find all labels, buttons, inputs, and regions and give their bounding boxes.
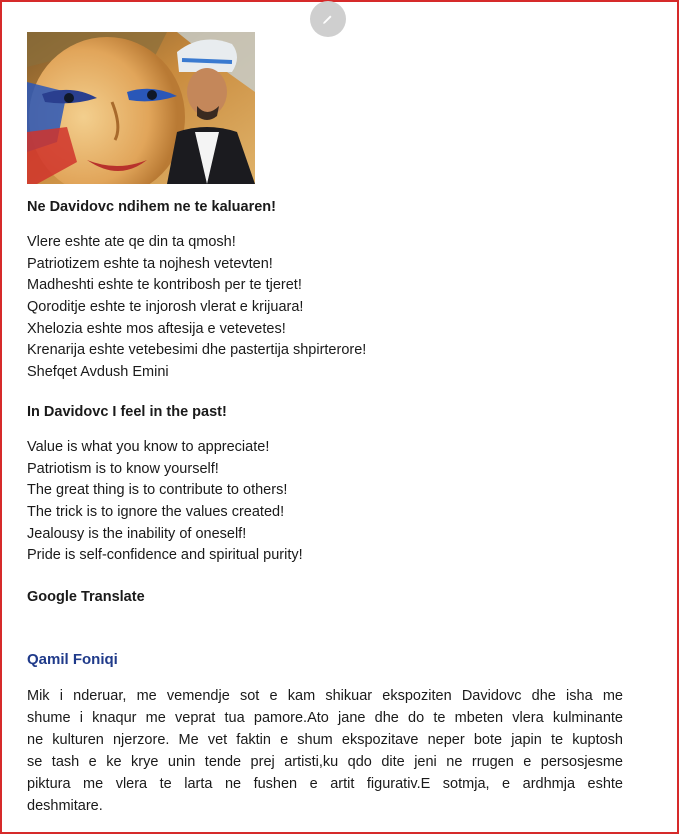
- comment-author[interactable]: Qamil Foniqi: [27, 650, 118, 668]
- poem-line: Vlere eshte ate qe din ta qmosh!: [27, 234, 236, 250]
- poem-line: Xhelozia eshte mos aftesija e vetevetes!: [27, 320, 286, 337]
- albanian-title: Ne Davidovc ndihem ne te kaluaren!: [27, 199, 276, 215]
- poem-line: Krenarija eshte vetebesimi dhe pastertija shpirterore!: [27, 342, 367, 359]
- poem-line: Pride is self-confidence and spiritual purity!: [27, 547, 303, 564]
- english-poem: [27, 437, 637, 567]
- poem-line: Qoroditje eshte te injorosh vlerat e krijuara!: [27, 299, 304, 316]
- pencil-icon: [321, 12, 335, 26]
- poem-line: Madheshti eshte te kontribosh per te tjeret!: [27, 277, 302, 294]
- article-content: [27, 196, 637, 817]
- comment-line: se tash e ke krye unin tende prej artisti,ku qdo dite jeni ne rrugen e persosjesme: [27, 753, 623, 770]
- comment-line: shume i knaqur me veprat tua pamore.Ato jane dhe do te mbeten vlera kulminante: [27, 709, 623, 726]
- poem-line: Patriotizem eshte ta nojhesh vetevten!: [27, 255, 273, 272]
- artwork-photo: [27, 32, 255, 184]
- comment-line: ne kulturen njerzore. Me vet faktin e shum ekspozitave neper bote japin te kuptosh: [27, 731, 623, 748]
- poem-signature: Shefqet Avdush Emini: [27, 364, 169, 381]
- poem-line: Value is what you know to appreciate!: [27, 438, 270, 455]
- edit-button[interactable]: [310, 1, 346, 37]
- google-translate-label: Google Translate: [27, 588, 145, 605]
- comment-line: deshmitare.: [27, 797, 103, 814]
- albanian-poem: [27, 232, 637, 384]
- english-title: In Davidovc I feel in the past!: [27, 403, 227, 420]
- poem-line: Jealousy is the inability of oneself!: [27, 525, 247, 542]
- poem-line: The trick is to ignore the values created!: [27, 503, 285, 520]
- poem-line: The great thing is to contribute to others!: [27, 482, 288, 499]
- comment-line: Mik i nderuar, me vemendje sot e kam shikuar ekspoziten Davidovc dhe isha me: [27, 687, 623, 704]
- comment-body: [27, 685, 623, 817]
- painting-with-man-portrait: [27, 32, 255, 184]
- poem-line: Patriotism is to know yourself!: [27, 460, 219, 477]
- comment-line: piktura me vlera te larta ne fushen e artit figurativ.E sotmja, e ardhmja eshte: [27, 775, 623, 792]
